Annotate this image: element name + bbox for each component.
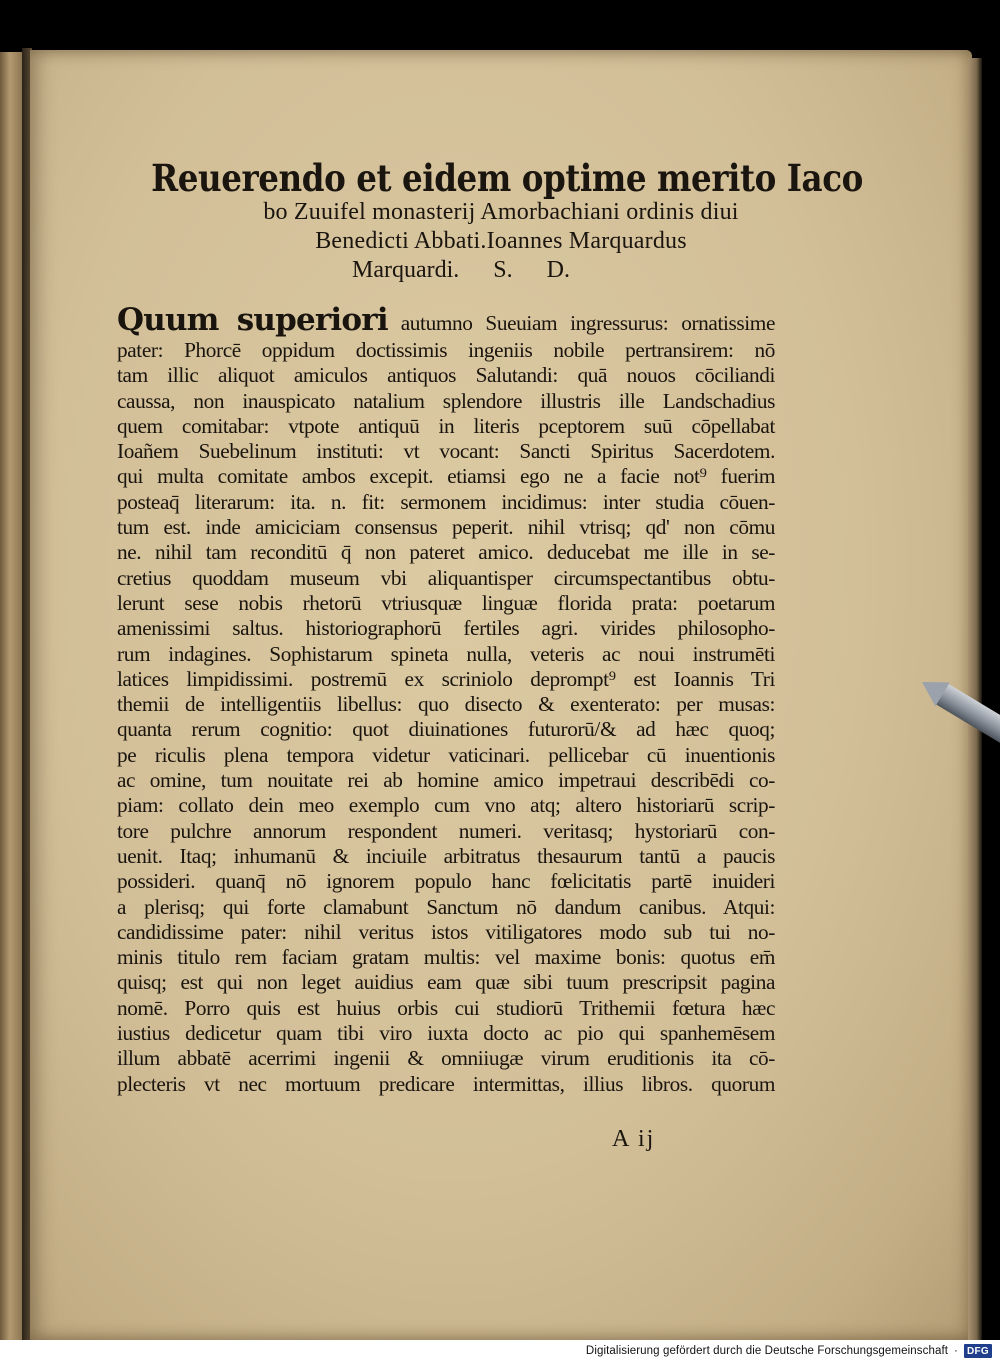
heading-line-2: bo Zuuifel monasterij Amorbachiani ordinis diui: [263, 199, 739, 225]
letter-body: [117, 302, 775, 1097]
body-line: latices limpidissimi. postremū ex scriniolo deprompt⁹ est Ioannis Tri: [117, 666, 775, 691]
body-line: uenit. Itaq; inhumanū & inciuile arbitratus thesaurum tantū a paucis: [117, 843, 775, 868]
heading-name: Marquardi.: [352, 257, 460, 283]
body-line: lerunt sese nobis rhetorū vtriusquæ linguæ florida prata: poetarum: [117, 590, 775, 615]
dfg-logo-icon: DFG: [964, 1344, 992, 1358]
body-line: qui multa comitate ambos excepit. etiamsi ego ne a facie not⁹ fuerim: [117, 464, 775, 489]
body-line: ne. nihil tam reconditū q̄ non pateret amico. deducebat me ille in se-: [117, 540, 775, 565]
heading-salutem: S.: [493, 257, 513, 283]
body-line: piam: collato dein meo exemplo cum vno atq; altero historiarū scrip-: [117, 793, 775, 818]
footer-bar: [0, 1340, 1000, 1362]
body-line: quisq; est qui non leget auidius eam quæ sibi tuum prescripsit pagina: [117, 970, 775, 995]
body-line: nomē. Porro quis est huius orbis cui studiorū Trithemii fœtura hæc: [117, 995, 775, 1020]
body-line: Ioañem Suebelinum instituti: vt vocant: Sancti Spiritus Sacerdotem.: [117, 439, 775, 464]
body-line: illum abbatē acerrimi ingenii & omniiugæ virum eruditionis ita cō-: [117, 1046, 775, 1071]
body-line: a plerisq; qui forte clamabunt Sanctum nō dandum canibus. Atqui:: [117, 894, 775, 919]
initial-words: Quum superiori: [117, 302, 388, 338]
dedication-heading: [30, 158, 972, 285]
left-page-fragment: [0, 52, 22, 1340]
signature-mark: A ij: [612, 1126, 656, 1152]
body-line: autumno Sueuiam ingressurus: ornatissime: [387, 311, 775, 335]
body-line: possideri. quanq̄ nō ignorem populo hanc fœlicitatis partē inuideri: [117, 869, 775, 894]
body-line: rum indagines. Sophistarum spineta nulla, veteris ac noui instrumēti: [117, 641, 775, 666]
body-line: pater: Phorcē oppidum doctissimis ingeniis nobile pertransirem: nō: [117, 338, 775, 362]
body-line: candidissime pater: nihil veritus istos vitiligatores modo sub tui no-: [117, 919, 775, 944]
body-line: cretius quoddam museum vbi aliquantisper circumspectantibus obtu-: [117, 565, 775, 590]
body-line: tum est. inde amiciciam consensus peperit. nihil vtrisq; qd' non cōmu: [117, 515, 775, 540]
body-line: themii de intelligentiis libellus: quo disecto & exenterato: per musas:: [117, 692, 775, 717]
body-line: iustius dedicetur quam tibi viro iuxta docto ac pio qui spanhemēsem: [117, 1021, 775, 1046]
body-line-first: [117, 302, 775, 338]
body-line: ac omine, tum nouitate rei ab homine amico impetraui describēdi co-: [117, 768, 775, 793]
body-line-last: plecteris vt nec mortuum predicare intermittas, illius libros. quorum: [117, 1071, 775, 1096]
heading-dicit: D.: [546, 257, 570, 283]
show-through-ghost-text: [638, 120, 968, 144]
body-line: amenissimi saltus. historiographorū fertiles agri. virides philosopho-: [117, 616, 775, 641]
footer-credit: Digitalisierung gefördert durch die Deutsche Forschungsgemeinschaft: [585, 1345, 949, 1357]
body-line: quanta rerum cognitio: quot diuinationes futurorū/& ad hæc quoq;: [117, 717, 775, 742]
body-line: pe riculis plena tempora videtur vaticinari. pellicebar cū inuentionis: [117, 742, 775, 767]
body-line: caussa, non inauspicato natalium splendore illustris ille Landschadius: [117, 388, 775, 413]
body-line: quem comitabar: vtpote antiquū in literis pceptorem suū cōpellabat: [117, 413, 775, 438]
heading-line-4: [0, 256, 972, 285]
heading-line-3: Benedicti Abbati.Ioannes Marquardus: [315, 228, 687, 254]
heading-line-1: Reuerendo et eidem optime merito Iaco: [151, 156, 863, 200]
body-line: posteaq̄ literarum: ita. n. fit: sermonem incidimus: inter studia cōuen-: [117, 489, 775, 514]
body-line: tore pulchre annorum respondent numeri. veritasq; hystoriarū con-: [117, 818, 775, 843]
body-line: minis titulo rem faciam gratam multis: vel maxime bonis: quotus em̄: [117, 945, 775, 970]
footer-separator: ·: [954, 1345, 958, 1357]
body-line: tam illic aliquot amiculos antiquos Salutandi: quā nouos cōciliandi: [117, 363, 775, 388]
